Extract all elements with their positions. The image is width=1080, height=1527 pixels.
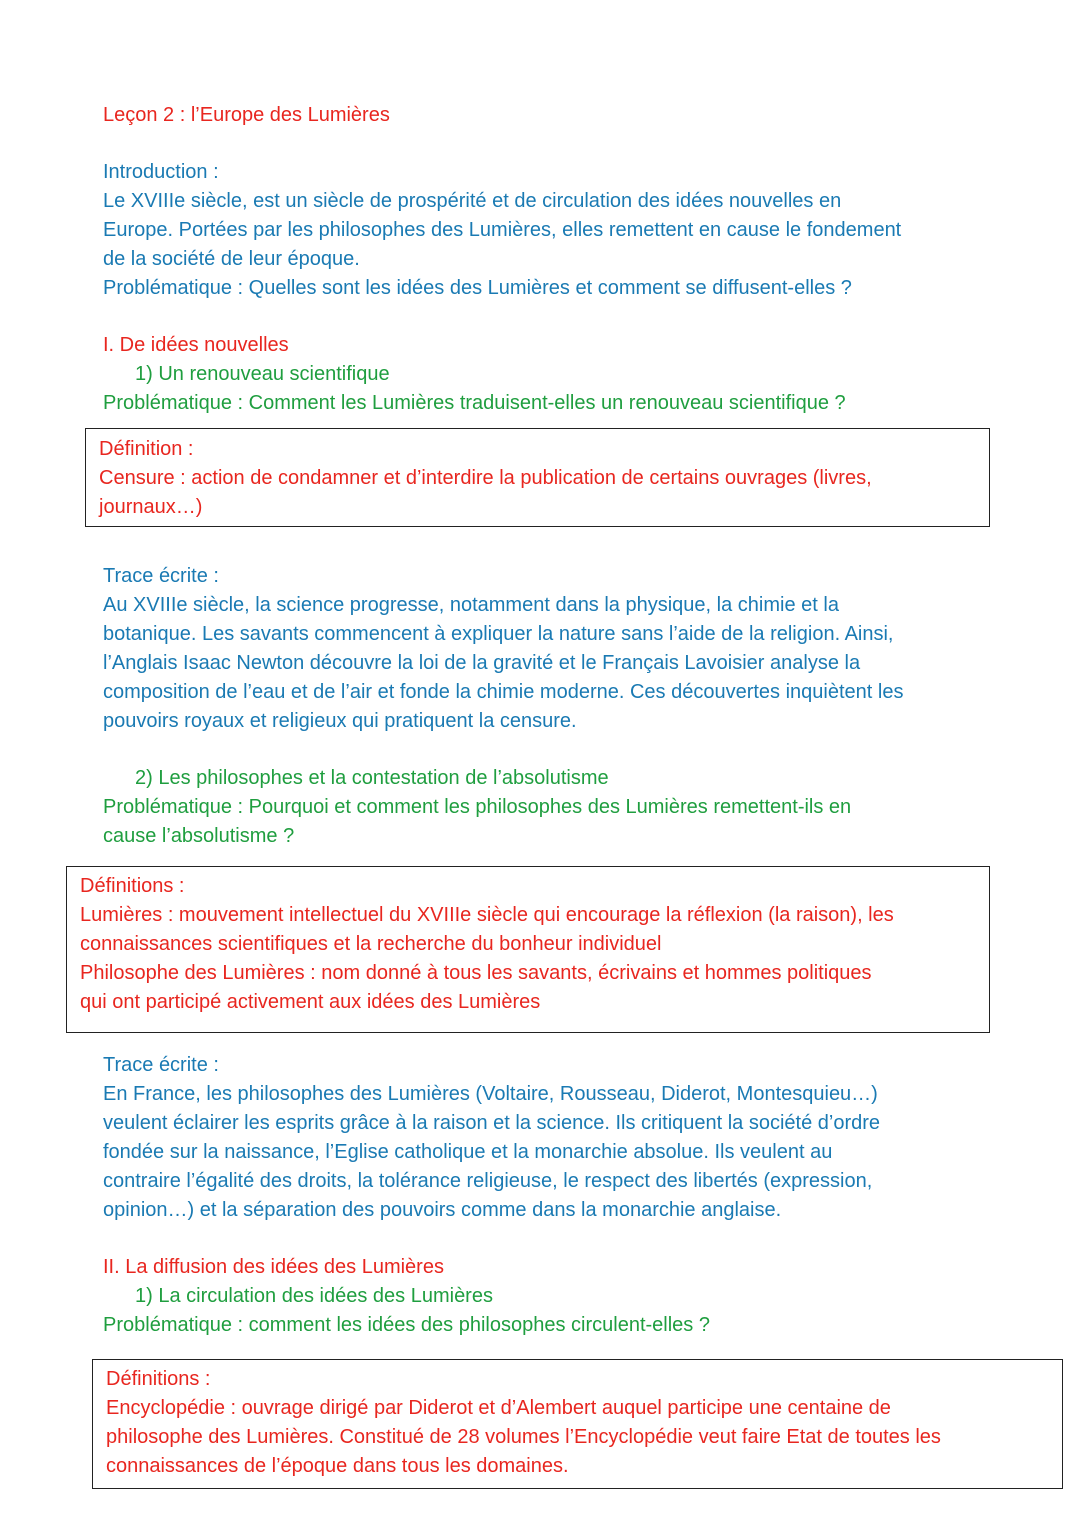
part1-sub2-title: 2) Les philosophes et la contestation de l’absolutisme — [135, 767, 609, 789]
definition-heading: Définitions : — [80, 875, 185, 897]
part1-sub2-problematique: cause l’absolutisme ? — [103, 825, 295, 847]
trace-line: En France, les philosophes des Lumières (Voltaire, Rousseau, Diderot, Montesquieu…) — [103, 1083, 878, 1105]
definition-heading: Définitions : — [106, 1368, 211, 1390]
definition-line: Encyclopédie : ouvrage dirigé par Diderot et d’Alembert auquel participe une centaine de — [106, 1397, 891, 1419]
trace-heading: Trace écrite : — [103, 1054, 219, 1076]
trace-line: contraire l’égalité des droits, la tolérance religieuse, le respect des libertés (expression, — [103, 1170, 873, 1192]
definition-line: connaissances de l’époque dans tous les domaines. — [106, 1455, 569, 1477]
trace-line: Au XVIIIe siècle, la science progresse, notamment dans la physique, la chimie et la — [103, 594, 839, 616]
intro-problematique: Problématique : Quelles sont les idées des Lumières et comment se diffusent-elles ? — [103, 277, 852, 299]
definition-line: Philosophe des Lumières : nom donné à tous les savants, écrivains et hommes politiques — [80, 962, 872, 984]
definition-line: qui ont participé activement aux idées des Lumières — [80, 991, 541, 1013]
part2-heading: II. La diffusion des idées des Lumières — [103, 1256, 444, 1278]
part1-sub1-title: 1) Un renouveau scientifique — [135, 363, 390, 385]
intro-line: Le XVIIIe siècle, est un siècle de prospérité et de circulation des idées nouvelles en — [103, 190, 842, 212]
lesson-title: Leçon 2 : l’Europe des Lumières — [103, 104, 390, 126]
trace-line: pouvoirs royaux et religieux qui pratiquent la censure. — [103, 710, 577, 732]
trace-heading: Trace écrite : — [103, 565, 219, 587]
definition-line: connaissances scientifiques et la recherche du bonheur individuel — [80, 933, 662, 955]
definition-heading: Définition : — [99, 438, 194, 460]
trace-line: botanique. Les savants commencent à expliquer la nature sans l’aide de la religion. Ainsi, — [103, 623, 894, 645]
part1-sub1-problematique: Problématique : Comment les Lumières traduisent-elles un renouveau scientifique ? — [103, 392, 846, 414]
intro-line: de la société de leur époque. — [103, 248, 360, 270]
definition-line: Lumières : mouvement intellectuel du XVIIIe siècle qui encourage la réflexion (la raison), les — [80, 904, 894, 926]
definition-line: Censure : action de condamner et d’interdire la publication de certains ouvrages (livres, — [99, 467, 872, 489]
intro-heading: Introduction : — [103, 161, 219, 183]
part2-sub1-title: 1) La circulation des idées des Lumières — [135, 1285, 493, 1307]
definition-line: journaux…) — [99, 496, 203, 518]
part1-heading: I. De idées nouvelles — [103, 334, 289, 356]
trace-line: l’Anglais Isaac Newton découvre la loi de la gravité et le Français Lavoisier analyse la — [103, 652, 861, 674]
trace-line: veulent éclairer les esprits grâce à la raison et la science. Ils critiquent la société d’ordre — [103, 1112, 881, 1134]
trace-line: composition de l’eau et de l’air et fonde la chimie moderne. Ces découvertes inquiètent les — [103, 681, 904, 703]
trace-line: fondée sur la naissance, l’Eglise catholique et la monarchie absolue. Ils veulent au — [103, 1141, 833, 1163]
part1-sub2-problematique: Problématique : Pourquoi et comment les philosophes des Lumières remettent-ils en — [103, 796, 852, 818]
trace-line: opinion…) et la séparation des pouvoirs comme dans la monarchie anglaise. — [103, 1199, 782, 1221]
definition-line: philosophe des Lumières. Constitué de 28 volumes l’Encyclopédie veut faire Etat de toutes les — [106, 1426, 941, 1448]
intro-line: Europe. Portées par les philosophes des Lumières, elles remettent en cause le fondement — [103, 219, 902, 241]
part2-sub1-problematique: Problématique : comment les idées des philosophes circulent-elles ? — [103, 1314, 710, 1336]
